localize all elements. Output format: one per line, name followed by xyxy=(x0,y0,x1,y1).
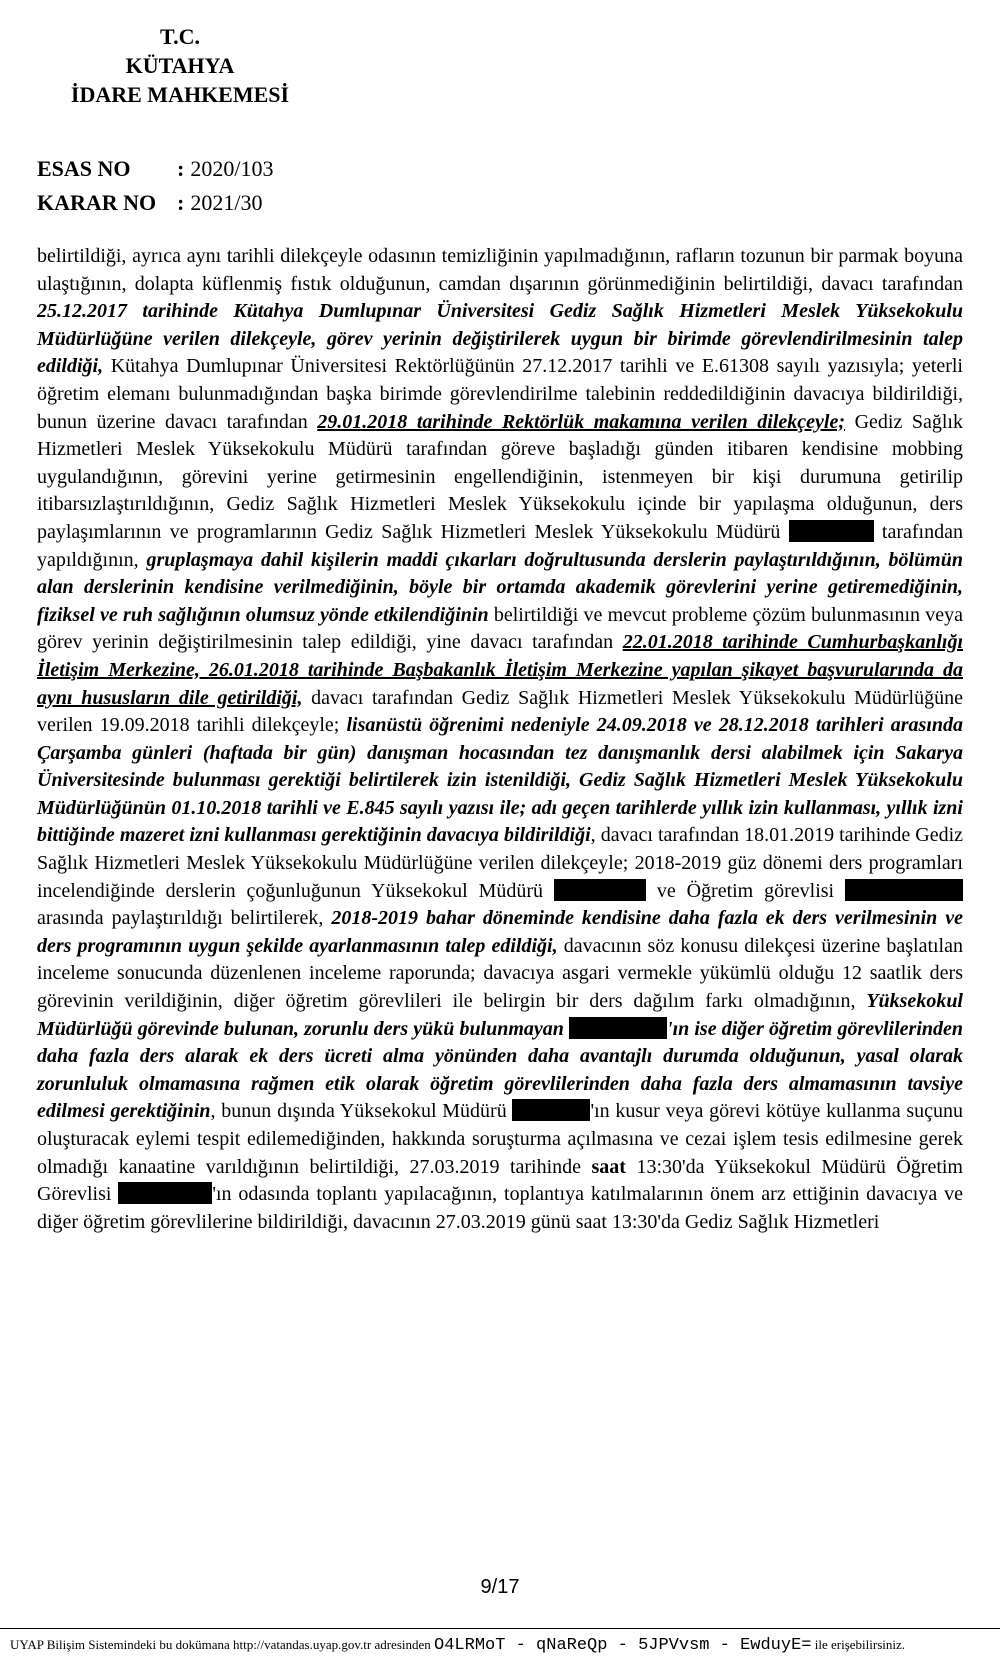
body-text: Kütahya Dumlupınar Üniversitesi Rektörlüğünün 27.12.2017 tarihli ve E.61308 sayılı yazısıyla; yeterli öğretim elemanı bulunmadığından başka birimde görevlendirilme talebinin reddedildiğinin davacıya bildirildiği, bunun üzerine davacı tarafından xyxy=(37,355,963,433)
header-line-court: İDARE MAHKEMESİ xyxy=(70,82,290,107)
body-text: ve Öğretim görevlisi xyxy=(645,879,845,902)
body-emphasis: 2018-2019 bahar döneminde kendisine daha fazla ek ders verilmesinin ve ders programının uygun şekilde ayarlanmasının talep edildiği, xyxy=(37,907,963,957)
body-text: davacının söz konusu dilekçesi üzerine başlatılan inceleme sonucunda düzenlenen inceleme raporunda; davacıya asgari vermekle yükümlü olduğu 12 saatlik ders görevinin verildiğinin, diğer öğretim görevlileri ile belirgin bir ders dağılım farkı olmadığının, xyxy=(37,934,963,1013)
body-emphasis: Yüksekokul Müdürlüğü görevinde bulunan, zorunlu ders yükü bulunmayan xyxy=(37,990,963,1040)
body-text: belirtildiği, ayrıca aynı tarihli dilekçeyle odasının temizliğinin yapılmadığının, rafların tozunun bir parmak boyuna ulaştığının, dolapta küflenmiş fıstık olduğunun, camdan dışarının görünmediğinin belirtildiği, davacı tarafından xyxy=(37,245,963,295)
footer-verification-code: O4LRMoT - qNaReQp - 5JPVvsm - EwduyE= xyxy=(434,1636,812,1655)
body-text: 'ın odasında toplantı yapılacağının, toplantıya katılmalarının önem arz ettiğinin davacıya ve diğer öğretim görevlilerine bildirildiği, davacının 27.03.2019 günü saat 13:30'da Gediz Sağlık Hizmetleri xyxy=(37,1183,964,1233)
esas-value: 2020/103 xyxy=(190,156,274,181)
body-text: davacı tarafından Gediz Sağlık Hizmetleri Meslek Yüksekokulu Müdürlüğüne verilen 19.09.2018 tarihli dilekçeyle; xyxy=(37,686,963,737)
esas-colon: : xyxy=(177,156,185,181)
esas-label: ESAS NO xyxy=(37,156,131,181)
karar-colon: : xyxy=(177,190,185,215)
redaction-box xyxy=(789,520,874,542)
body-text: tarafından yapıldığının, xyxy=(37,520,963,571)
body-emphasis: gruplaşmaya dahil kişilerin maddi çıkarları doğrultusunda derslerin paylaştırıldığının, bölümün alan derslerinin kendisine verilmediğinin, böyle bir ortamda akademik görevlerini yerine getiremediğinin, fiziksel ve ruh sağlığının olumsuz yönde etkilendiğinin xyxy=(37,548,963,626)
body-text: 'ın kusur veya görevi kötüye kullanma suçunu oluşturacak eylemi tespit edilemediğinden, hakkında soruşturma açılmasına ve cezai işlem tesis edilmesine gerek olmadığı kanaatine varıldığının belirtildiği, 27.03.2019 tarihinde xyxy=(37,1100,964,1178)
esas-row xyxy=(37,152,273,186)
redaction-box xyxy=(118,1182,212,1204)
header-line-tc: T.C. xyxy=(160,24,200,49)
body-text: , davacı tarafından 18.01.2019 tarihinde Gediz Sağlık Hizmetleri Meslek Yüksekokulu Müdürlüğüne verilen dilekçeyle; 2018-2019 güz dönemi ders programları incelendiğinde derslerin çoğunluğunun Yüksekokul Müdürü xyxy=(37,824,964,902)
body-emphasis-underlined: 29.01.2018 tarihinde Rektörlük makamına verilen dilekçeyle; xyxy=(317,410,846,433)
body-text: Gediz Sağlık Hizmetleri Meslek Yüksekokulu Müdürü tarafından göreve başladığı günden itibaren kendisine mobbing uygulandığının, görevini yerine getirmesinin engellendiğinin, istenmeyen bir kişi durumuna getirilip itibarsızlaştırıldığının, Gediz Sağlık Hizmetleri Meslek Yüksekokulu içinde bir yapılaşma olduğunun, ders paylaşımlarının ve programlarının Gediz Sağlık Hizmetleri Meslek Yüksekokulu Müdürü xyxy=(37,410,963,543)
body-emphasis: 'ın ise diğer öğretim görevlilerinden daha fazla ders alarak ek ders ücreti alma yönünden daha avantajlı durumda olduğunun, yasal olarak zorunluluk olmamasına rağmen etik olarak öğretim görevlilerinden daha fazla ders almamasının tavsiye edilmesi gerektiğinin xyxy=(37,1017,963,1123)
court-header xyxy=(60,22,300,109)
karar-row xyxy=(37,186,273,220)
redaction-box xyxy=(512,1099,590,1121)
karar-label: KARAR NO xyxy=(37,190,157,215)
redaction-box xyxy=(554,879,646,901)
body-text: arasında paylaştırıldığı belirtilerek, xyxy=(37,907,332,930)
redaction-box xyxy=(569,1017,667,1039)
page-number: 9/17 xyxy=(480,1576,520,1598)
footer xyxy=(10,1636,905,1655)
redaction-box xyxy=(845,879,963,901)
body-paragraph xyxy=(37,243,963,1236)
body-bold: saat xyxy=(591,1155,626,1178)
case-info xyxy=(37,152,273,220)
body-emphasis: 25.12.2017 tarihinde Kütahya Dumlupınar Üniversitesi Gediz Sağlık Hizmetleri Meslek Yüksekokulu Müdürlüğüne verilen dilekçeyle, görev yerinin değiştirilerek uygun bir birimde görevlendirilmesinin talep edildiği, xyxy=(37,300,963,378)
document-body xyxy=(37,243,963,1236)
footer-prefix: UYAP Bilişim Sistemindeki bu dokümana http://vatandas.uyap.gov.tr adresinden xyxy=(10,1637,435,1652)
body-text: 13:30'da Yüksekokul Müdürü Öğretim Görevlisi xyxy=(37,1155,963,1206)
body-text: , bunun dışında Yüksekokul Müdürü xyxy=(210,1100,513,1123)
body-emphasis-underlined: 22.01.2018 tarihinde Cumhurbaşkanlığı İletişim Merkezine, 26.01.2018 tarihinde Başbakanlık İletişim Merkezine yapılan şikayet başvurularında da aynı hususların dile getirildiği, xyxy=(37,631,964,709)
body-text: belirtildiği ve mevcut probleme çözüm bulunmasının veya görev yerinin değiştirilmesinin talep edildiği, yine davacı tarafından xyxy=(37,603,964,654)
header-line-city: KÜTAHYA xyxy=(125,53,235,78)
footer-divider xyxy=(0,1628,1000,1629)
body-emphasis: lisanüstü öğrenimi nedeniyle 24.09.2018 ve 28.12.2018 tarihleri arasında Çarşamba günleri (haftada bir gün) danışman hocasından tez danışmanlık dersi alabilmek için Sakarya Üniversitesinde bulunması gerektiği belirtilerek izin istenildiği, Gediz Sağlık Hizmetleri Meslek Yüksekokulu Müdürlüğünün 01.10.2018 tarihli ve E.845 sayılı yazısı ile; adı geçen tarihlerde yıllık izin kullanması, yıllık izni bittiğinde mazeret izni kullanması gerektiğinin davacıya bildirildiği xyxy=(37,714,963,847)
karar-value: 2021/30 xyxy=(190,190,263,215)
footer-suffix: ile erişebilirsiniz. xyxy=(811,1637,906,1652)
